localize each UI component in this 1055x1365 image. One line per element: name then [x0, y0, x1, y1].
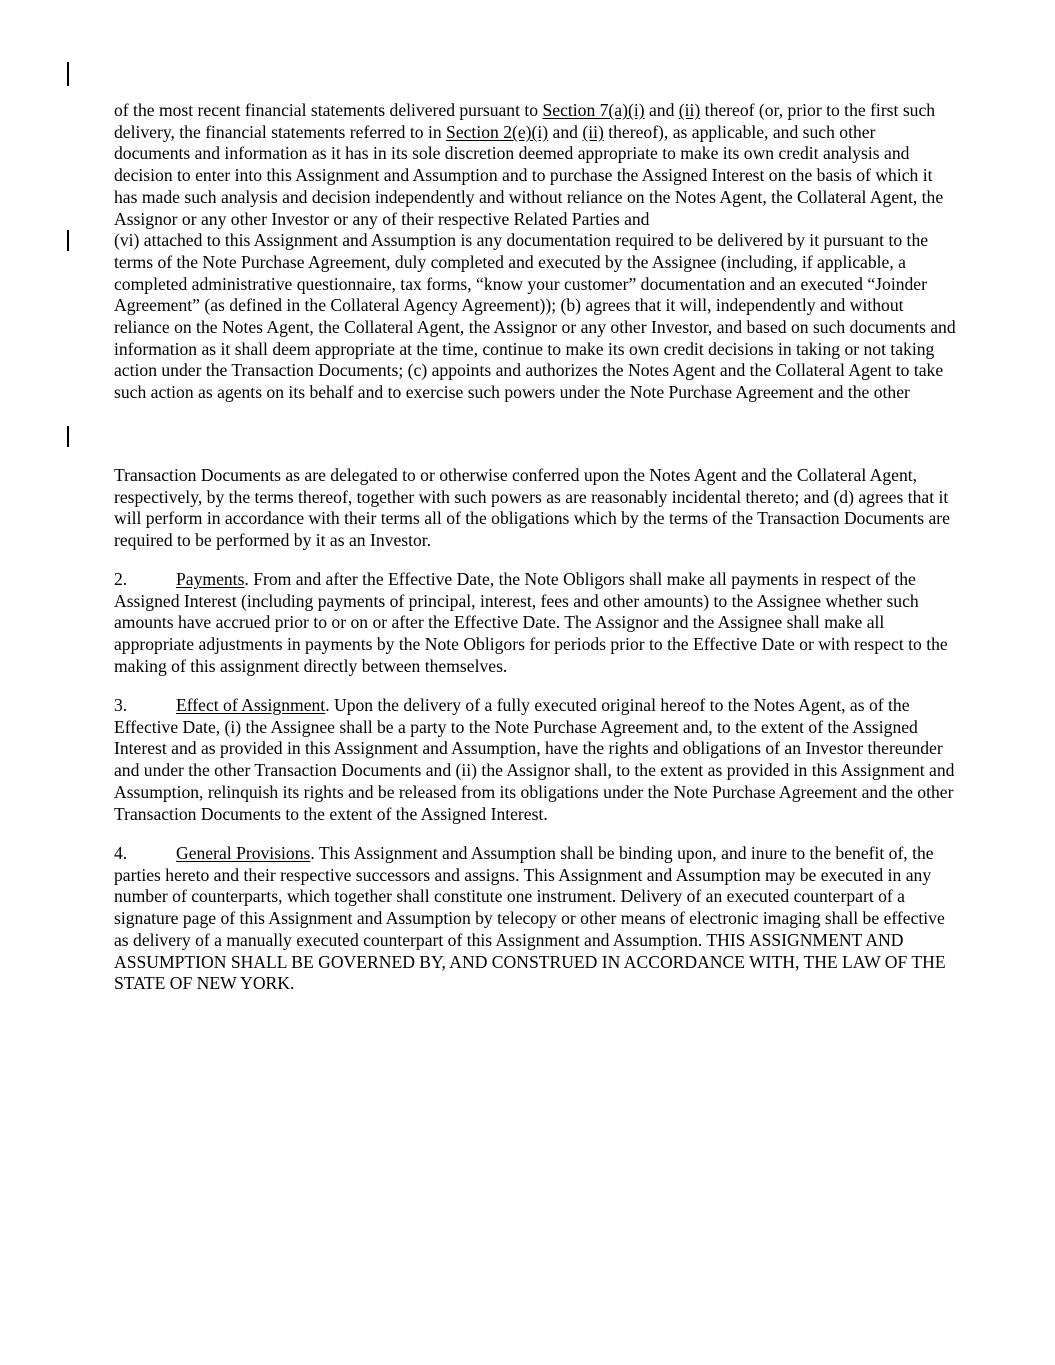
section-effect-of-assignment: [114, 695, 956, 825]
section-number: 2.: [114, 569, 128, 589]
section-paragraph: [114, 843, 956, 995]
paragraph-text: Transaction Documents as are delegated to or otherwise conferred upon the Notes Agent and the Collateral Agent, respectively, by the terms thereof, together with such powers as are reasonably incidental thereto; and (d) agrees that it will perform in accordance with their terms all of the obligations which by the terms of the Transaction Documents are required to be performed by it as an Investor.: [114, 465, 950, 551]
section-text: . This Assignment and Assumption shall be binding upon, and inure to the benefit of, the parties hereto and their respective successors and assigns. This Assignment and Assumption may be executed in any number of counterparts, which together shall constitute one instrument. Delivery of an executed counterpart of a signature page of this Assignment and Assumption by telecopy or other means of electronic imaging shall be effective as delivery of a manually executed counterpart of this Assignment and Assumption. THIS ASSIGNMENT AND ASSUMPTION SHALL BE GOVERNED BY, AND CONSTRUED IN ACCORDANCE WITH, THE LAW OF THE STATE OF NEW YORK.: [114, 843, 946, 994]
section-reference-link[interactable]: Section 2(e)(i): [446, 121, 549, 142]
section-payments: [114, 569, 956, 678]
paragraph-financial-statements: [114, 100, 956, 230]
change-bar: [67, 62, 69, 86]
section-heading: General Provisions: [176, 843, 311, 863]
paragraph-documentation: (vi) attached to this Assignment and Assumption is any documentation required to be delivered by it pursuant to the terms of the Note Purchase Agreement, duly completed and executed by the Assignee (including, if applicable, a completed administrative questionnaire, tax forms, “know your customer” documentation and an executed “Joinder Agreement” (as defined in the Collateral Agency Agreement)); (b) agrees that it will, independently and without reliance on the Notes Agent, the Collateral Agent, the Assignor or any other Investor, and based on such documents and information as it shall deem appropriate at the time, continue to make its own credit decisions in taking or not taking action under the Transaction Documents; (c) appoints and authorizes the Notes Agent and the Collateral Agent to take such action as agents on its behalf and to exercise such powers under the Note Purchase Agreement and the other: [114, 230, 956, 403]
section-text: . Upon the delivery of a fully executed original hereof to the Notes Agent, as of the Effective Date, (i) the Assignee shall be a party to the Note Purchase Agreement and, to the extent of the Assigned Interest and as provided in this Assignment and Assumption, have the rights and obligations of an Investor thereunder and under the other Transaction Documents and (ii) the Assignor shall, to the extent as provided in this Assignment and Assumption, relinquish its rights and be released from its obligations under the Note Purchase Agreement and the other Transaction Documents to the extent of the Assigned Interest.: [114, 695, 955, 824]
section-general-provisions: [114, 843, 956, 995]
change-bar: [67, 230, 69, 251]
section-text: . From and after the Effective Date, the Note Obligors shall make all payments in respect of the Assigned Interest (including payments of principal, interest, fees and other amounts) to the Assignee whether such amounts have accrued prior to or on or after the Effective Date. The Assignor and the Assignee shall make all appropriate adjustments in payments by the Note Obligors for periods prior to the Effective Date or with respect to the making of this assignment directly between themselves.: [114, 569, 948, 676]
paragraph-text: and: [644, 100, 679, 120]
section-heading: Effect of Assignment: [176, 695, 326, 715]
section-reference-link[interactable]: (ii): [582, 121, 604, 142]
paragraph-text: and: [548, 121, 583, 142]
paragraph-transaction-documents: [114, 465, 956, 552]
paragraph-text: thereof (or, prior to the first such delivery, the financial statements referred to in: [114, 100, 936, 142]
section-number: 3.: [114, 695, 128, 715]
section-number: 4.: [114, 843, 128, 863]
section-reference-link[interactable]: Section 7(a)(i): [542, 100, 645, 120]
section-paragraph: [114, 695, 956, 825]
paragraph-text: thereof), as applicable, and such other documents and information as it has in its sole discretion deemed appropriate to make its own credit analysis and decision to enter into this Assignment and Assumption and to purchase the Assigned Interest on the basis of which it has made such analysis and decision independently and without reliance on the Notes Agent, the Collateral Agent, the Assignor or any other Investor or any of their respective Related Parties and: [114, 121, 944, 229]
continued-paragraph-block: [114, 100, 956, 404]
change-bar: [67, 426, 69, 447]
paragraph-text: of the most recent financial statements delivered pursuant to: [114, 100, 543, 120]
section-paragraph: [114, 569, 956, 678]
section-reference-link[interactable]: (ii): [678, 100, 701, 120]
section-heading: Payments: [176, 569, 245, 589]
